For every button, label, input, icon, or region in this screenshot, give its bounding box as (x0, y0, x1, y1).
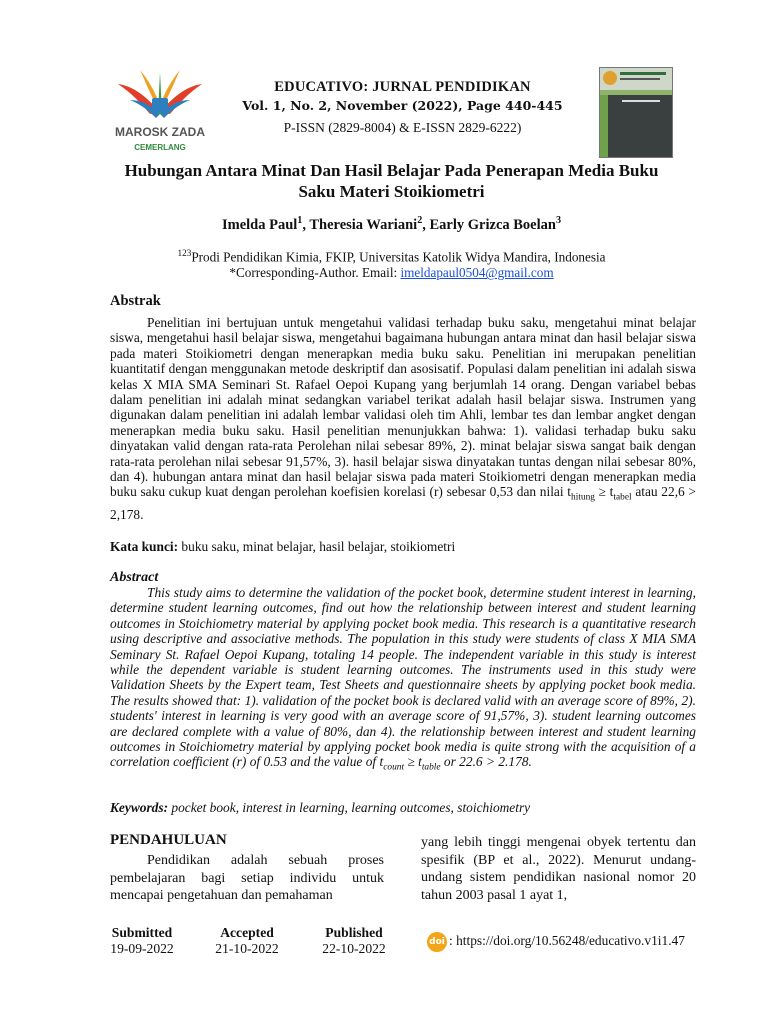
article-title (104, 160, 679, 202)
volume-line: Vol. 1, No. 2, November (2022), Page 440-445 (242, 98, 563, 113)
kata-kunci (110, 539, 455, 555)
author-name: Imelda Paul (221, 216, 298, 233)
abstract-heading: Abstract (110, 570, 159, 585)
logo-text: MAROSK ZADA (115, 125, 205, 139)
accepted-date: 21-10-2022 (215, 941, 279, 956)
author-affil-mark: 1 (297, 215, 303, 226)
title-line-2: Saku Materi Stoikiometri (298, 182, 485, 201)
submitted-label: Submitted (111, 925, 173, 940)
keywords (110, 800, 530, 816)
published-date: 22-10-2022 (322, 941, 386, 956)
published-block (316, 925, 392, 957)
doi-link[interactable]: : https://doi.org/10.56248/educativo.v1i1.47 (449, 933, 685, 949)
submitted-date: 19-09-2022 (110, 941, 174, 956)
abstract-body: This study aims to determine the validation of the pocket book, determine student interest in learning, determine student learning outcomes, find out how the relationship between interest and student learning outcomes in Stoichiometry material by applying pocket book media. This research is a quantitative research using descriptive and associative methods. The population in this study were students of class X MIA SMA Seminary St. Rafael Oepoi Kupang, totaling 14 people. The independent variable in this study is interest while the dependent variable is student learning outcomes. The instruments used in this study were Validation Sheets by the Expert team, Test Sheets and questionnaire sheets by applying pocket book media. The results showed that: 1). validation of the pocket book is declared valid with an average score of 89%, 2). students' interest in learning is very good with an average score of 91,57%, 3). student learning outcomes are declared complete with a value of 80%, dan 4). the relationship between interest and student learning outcomes in Stoichiometry material by applying pocket book media is quite strong with the acquisition of a correlation coefficient (r) of 0.53 and the value of $t_{count} \ge t_{table}$ or 22.6 > 2.178. (110, 585, 696, 774)
author-name: Early Grizca Boelan (429, 216, 556, 233)
logo-emblem (118, 70, 202, 118)
keywords-label: Keywords: (110, 800, 169, 815)
author-list: Imelda Paul$^1$, Theresia Wariani$^2$, Early Grizca Boelan$^3$ (221, 215, 562, 233)
journal-name: EDUCATIVO: JURNAL PENDIDIKAN (274, 79, 531, 95)
kata-kunci-text: buku saku, minat belajar, hasil belajar, stoikiometri (178, 539, 456, 554)
pendahuluan-heading: PENDAHULUAN (110, 832, 227, 848)
title-line-1: Hubungan Antara Minat Dan Hasil Belajar Pada Penerapan Media Buku (124, 161, 659, 180)
doi-icon: doi (427, 932, 447, 952)
keywords-text: pocket book, interest in learning, learning outcomes, stoichiometry (168, 800, 531, 815)
pendahuluan-col1: Pendidikan adalah sebuah proses pembelajaran bagi setiap individu untuk mencapai pengetahuan dan pemahaman (110, 853, 384, 904)
affil-mark: 123 (177, 248, 192, 258)
abstrak-body: Penelitian ini bertujuan untuk mengetahui validasi terhadap buku saku, mengetahui minat belajar siswa, mengetahui hasil belajar siswa, mengetahui bagaimana hubungan antara minat dan hasil belajar siswa pada materi Stoikiometri dengan menerapkan media buku saku. Penelitian ini merupakan penelitian kuantitatif dengan menggunakan metode deskriptif dan asosisatif. Populasi dalam penelitian ini adalah siswa kelas X MIA SMA Seminari St. Rafael Oepoi Kupang yang berjumlah 14 orang. Dengan variabel bebas dalam penelitian ini adalah minat sedangkan variabel terikat adalah hasil belajar siswa. Instrumen yang digunakan dalam penelitian ini adalah lembar validasi oleh tim Ahli, lembar tes dan lembar angket dengan menerapkan media buku saku. Hasil penelitian menunjukkan bahwa: 1). validasi terhadap buku saku dinyatakan valid dengan rata-rata Perolehan nilai sebesar 89%, 2). minat belajar siswa sangat baik dengan rata-rata perolehan nilai sebesar 91,57%, 3). hasil belajar siswa dinyatakan tuntas dengan nilai sebesar 80%, dan 4). hubungan antara minat dan hasil belajar siswa pada materi Stoikiometri dengan menerapkan media buku saku cukup kuat dengan perolehan koefisien korelasi (r) sebesar 0,53 dan nilai $t_{hitung} \ge t_{tabel}$ atau 22,6 > 2,178. (110, 315, 696, 522)
affiliation-block (104, 245, 679, 281)
logo-subtext: CEMERLANG (134, 143, 186, 152)
doi-line[interactable] (427, 932, 685, 952)
author-affil-mark: 3 (555, 215, 562, 226)
affiliation: Prodi Pendidikan Kimia, FKIP, Universitas Katolik Widya Mandira, Indonesia (191, 249, 606, 265)
pendahuluan-col2: yang lebih tinggi mengenai obyek tertentu dan spesifik (BP et al., 2022). Menurut undang-undang sistem pendidikan nasional nomor 20 tahun 2003 pasal 1 ayat 1, (421, 835, 696, 903)
email-link[interactable]: imeldapaul0504@gmail.com (400, 265, 554, 281)
published-label: Published (325, 925, 383, 940)
submitted-block (110, 925, 174, 957)
journal-cover-image (599, 67, 673, 158)
issn-line: P-ISSN (2829-8004) & E-ISSN 2829-6222) (283, 120, 522, 135)
author-affil-mark: 2 (417, 215, 423, 226)
corresponding-label: *Corresponding-Author. Email: (229, 265, 401, 281)
abstrak-heading: Abstrak (110, 293, 161, 309)
accepted-label: Accepted (220, 925, 274, 940)
author-name: Theresia Wariani (309, 216, 418, 233)
marosk-zada-logo (104, 64, 216, 154)
accepted-block (210, 925, 284, 957)
kata-kunci-label: Kata kunci: (110, 539, 179, 554)
